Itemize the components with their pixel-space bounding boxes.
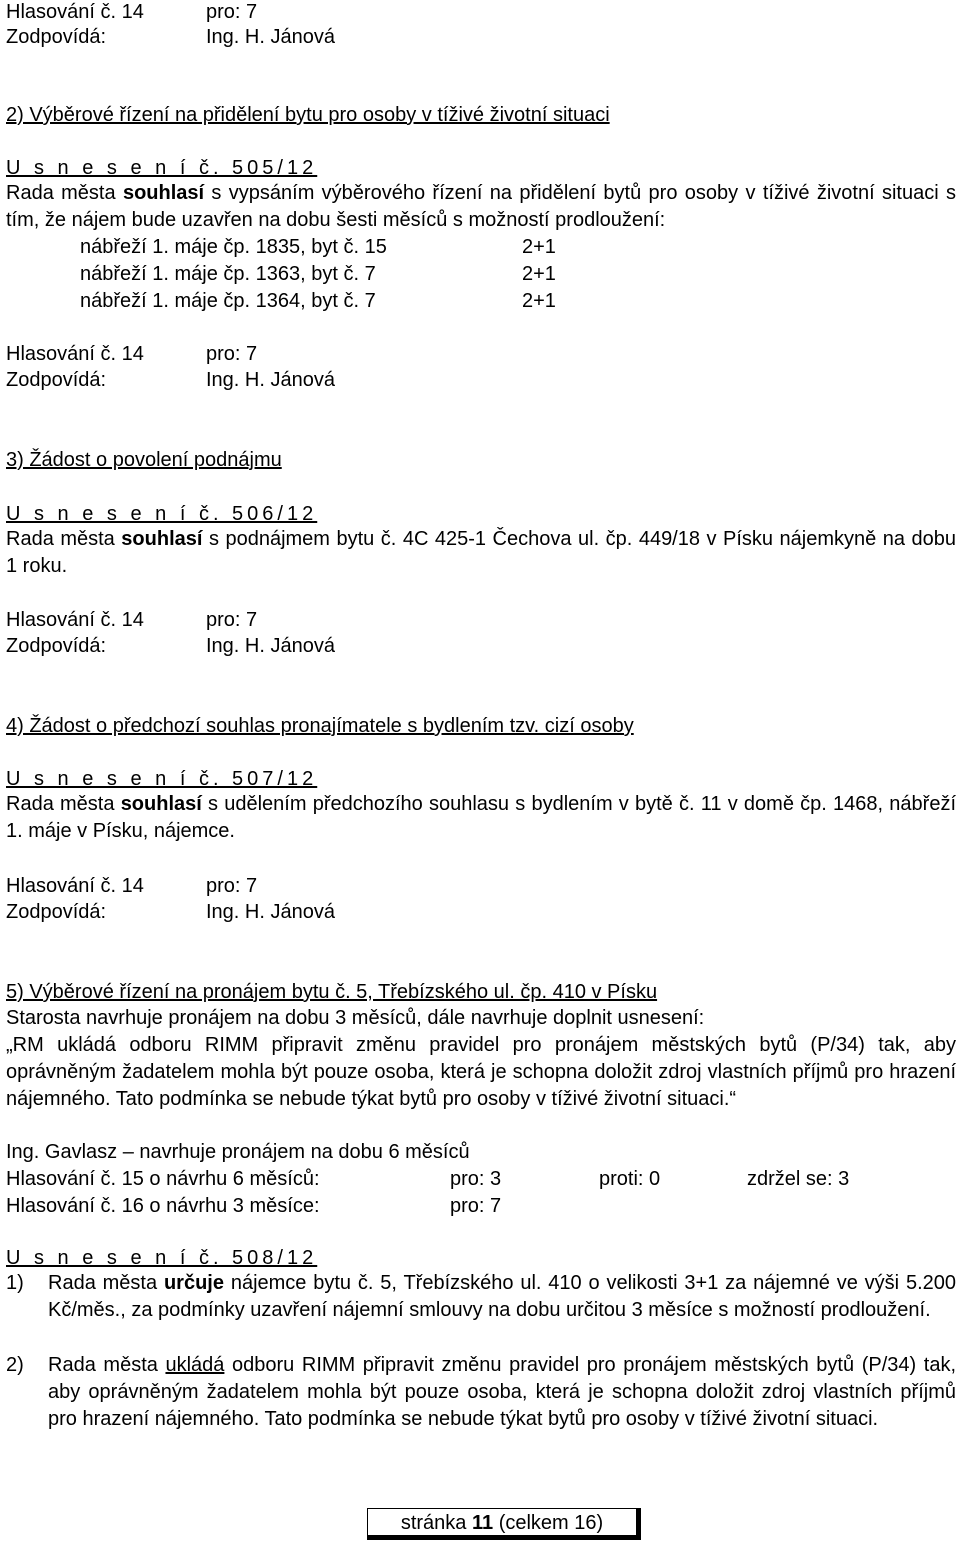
vote-row: Hlasování č. 14 pro: 7 [6, 609, 258, 631]
flat-item: nábřeží 1. máje čp. 1835, byt č. 15 2+1 [80, 236, 556, 258]
resolution-506: U s n e s e n í č. 506/12 [6, 503, 318, 525]
keyword-souhlasi: souhlasí [122, 182, 205, 204]
item-1-number: 1) [6, 1272, 24, 1294]
keyword-uklada: ukládá [165, 1354, 225, 1376]
resolution-505-body: Rada města souhlasí s vypsáním výběrového řízení na přidělení bytů pro osoby v tíživé životní situaci s tím, že nájem bude uzavřen na dobu šesti měsíců s možností prodloužení: [6, 182, 957, 231]
keyword-urcuje: určuje [163, 1272, 224, 1294]
item-2-number: 2) [6, 1354, 24, 1376]
resolution-507: U s n e s e n í č. 507/12 [6, 768, 318, 790]
resolution-508: U s n e s e n í č. 508/12 [6, 1247, 318, 1269]
proposed-resolution-quote: „RM ukládá odboru RIMM připravit změnu pravidel pro pronájem městských bytů (P/34) tak, aby oprávněným žadatelem mohla být pouze osoba, která je schopna doložit zdroj vlastních příjmů pro hrazení nájemného. Tato podmínka se nebude týkat bytů pro osoby v tíživé životní situaci.“ [6, 1034, 956, 1110]
resolution-508-item-2: Rada města ukládá odboru RIMM připravit změnu pravidel pro pronájem městských bytů (P/34) tak, aby oprávněným žadatelem mohla být pouze osoba, která je schopna doložit zdroj vlastních příjmů pro hrazení nájemného. Tato podmínka se nebude týkat bytů pro osoby v tíživé životní situaci. [48, 1354, 956, 1430]
responsible-row: Zodpovídá: Ing. H. Jánová [6, 369, 335, 391]
resolution-507-body: Rada města souhlasí s udělením předchozího souhlasu s bydlením v bytě č. 11 v domě čp. 1468, nábřeží 1. máje v Písku, nájemce. [6, 793, 956, 842]
page-number: 11 [471, 1512, 494, 1534]
keyword-souhlasi: souhlasí [120, 793, 202, 815]
resolution-506-body: Rada města souhlasí s podnájmem bytu č. 4C 425-1 Čechova ul. čp. 449/18 v Písku nájemkyně na dobu 1 roku. [6, 528, 956, 577]
vote-number: Hlasování č. 14 [6, 1, 144, 23]
flat-item: nábřeží 1. máje čp. 1364, byt č. 7 2+1 [80, 290, 556, 312]
section-3-title: 3) Žádost o povolení podnájmu [6, 449, 282, 471]
vote-row: Hlasování č. 14 pro: 7 [6, 875, 258, 897]
responsible-row: Zodpovídá: Ing. H. Jánová [6, 901, 335, 923]
resolution-505: U s n e s e n í č. 505/12 [6, 157, 318, 179]
responsible-row: Zodpovídá: Ing. H. Jánová [6, 635, 335, 657]
vote-15-row: Hlasování č. 15 o návrhu 6 měsíců: pro: 3 proti: 0 zdržel se: 3 [6, 1168, 850, 1190]
vote-row: Hlasování č. 14 pro: 7 [6, 343, 258, 365]
section-5-title: 5) Výběrové řízení na pronájem bytu č. 5, Třebízského ul. čp. 410 v Písku [6, 981, 658, 1003]
page-footer: stránka 11 (celkem 16) [367, 1508, 641, 1540]
responsible-row [6, 25, 335, 49]
section-4-title: 4) Žádost o předchozí souhlas pronajímatele s bydlením tzv. cizí osoby [6, 715, 634, 737]
vote-header [6, 0, 257, 24]
keyword-souhlasi: souhlasí [121, 528, 203, 550]
vote-pro: pro: 7 [206, 1, 258, 23]
gavlasz-proposal: Ing. Gavlasz – navrhuje pronájem na dobu 6 měsíců [6, 1141, 470, 1163]
responsible-label: Zodpovídá: [6, 26, 107, 48]
section-2-title: 2) Výběrové řízení na přidělení bytu pro osoby v tíživé životní situaci [6, 104, 610, 126]
mayor-proposal: Starosta navrhuje pronájem na dobu 3 měsíců, dále navrhuje doplnit usnesení: [6, 1007, 705, 1029]
resolution-508-item-1: Rada města určuje nájemce bytu č. 5, Třebízského ul. 410 o velikosti 3+1 za nájemné ve výši 5.200 Kč/měs., za podmínky uzavření nájemní smlouvy na dobu určitou 3 měsíce s možností prodloužení. [48, 1272, 956, 1321]
responsible-person: Ing. H. Jánová [206, 26, 335, 48]
flat-item: nábřeží 1. máje čp. 1363, byt č. 7 2+1 [80, 263, 556, 285]
vote-16-row: Hlasování č. 16 o návrhu 3 měsíce: pro: 7 [6, 1195, 502, 1217]
